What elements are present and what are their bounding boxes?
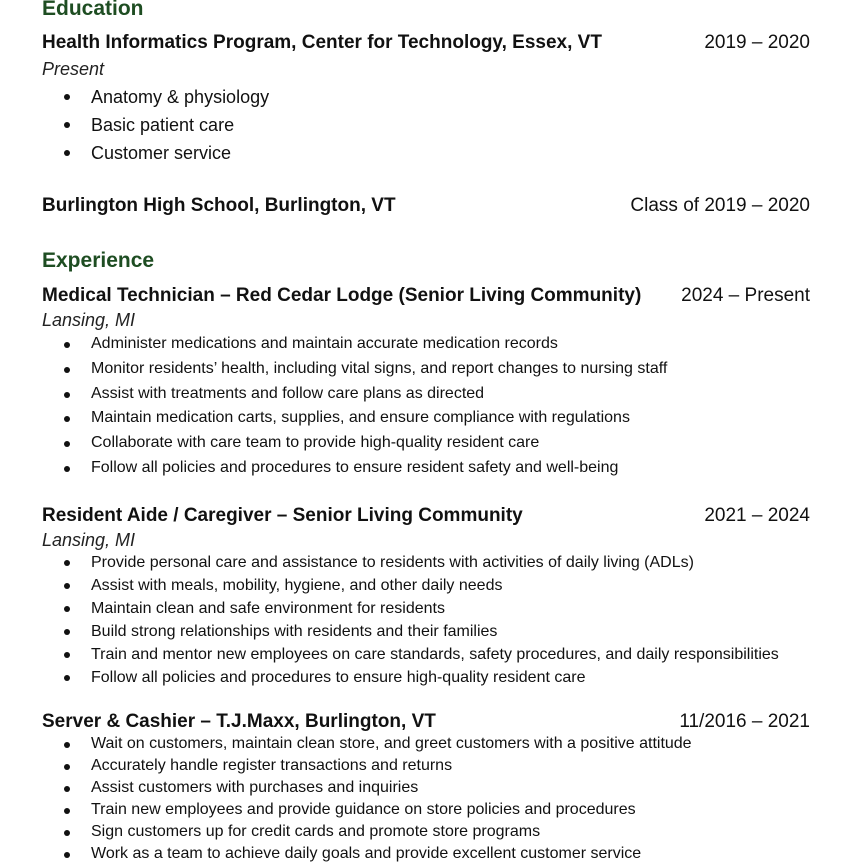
education-entry-1 xyxy=(42,32,810,167)
list-item: Administer medications and maintain accurate medication records xyxy=(42,332,810,357)
list-item: Follow all policies and procedures to ensure high-quality resident care xyxy=(42,666,810,689)
education-heading: Education xyxy=(42,0,144,20)
bullet-list xyxy=(42,551,810,689)
entry-location: Lansing, MI xyxy=(42,530,136,550)
list-item: Assist with meals, mobility, hygiene, and other daily needs xyxy=(42,574,810,597)
list-item: Build strong relationships with residents and their families xyxy=(42,620,810,643)
list-item: Collaborate with care team to provide high-quality resident care xyxy=(42,431,810,456)
entry-title: Burlington High School, Burlington, VT xyxy=(42,195,396,216)
list-item: Wait on customers, maintain clean store, and greet customers with a positive attitude xyxy=(42,733,810,755)
experience-heading: Experience xyxy=(42,249,155,272)
entry-header xyxy=(42,711,810,733)
list-item: Basic patient care xyxy=(42,111,810,139)
list-item: Anatomy & physiology xyxy=(42,83,810,111)
list-item: Monitor residents’ health, including vital signs, and report changes to nursing staff xyxy=(42,357,810,382)
experience-entry-1 xyxy=(42,285,810,481)
entry-title: Server & Cashier – T.J.Maxx, Burlington, VT xyxy=(42,711,436,732)
education-entry-2 xyxy=(42,195,810,217)
list-item: Follow all policies and procedures to ensure resident safety and well-being xyxy=(42,456,810,481)
entry-location: Present xyxy=(42,59,105,79)
list-item: Train new employees and provide guidance on store policies and procedures xyxy=(42,799,810,821)
entry-date: 2019 – 2020 xyxy=(704,32,810,53)
entry-header xyxy=(42,285,810,307)
entry-date: Class of 2019 – 2020 xyxy=(630,195,810,216)
list-item: Provide personal care and assistance to residents with activities of daily living (ADLs) xyxy=(42,551,810,574)
list-item: Work as a team to achieve daily goals and provide excellent customer service xyxy=(42,843,810,865)
list-item: Maintain medication carts, supplies, and ensure compliance with regulations xyxy=(42,406,810,431)
entry-date: 2021 – 2024 xyxy=(704,505,810,526)
list-item: Accurately handle register transactions and returns xyxy=(42,755,810,777)
bullet-list xyxy=(42,332,810,481)
entry-location: Lansing, MI xyxy=(42,310,136,330)
entry-header xyxy=(42,195,810,217)
experience-entry-2 xyxy=(42,505,810,689)
bullet-list xyxy=(42,83,810,167)
entry-title: Health Informatics Program, Center for Technology, Essex, VT xyxy=(42,32,602,53)
list-item: Customer service xyxy=(42,139,810,167)
entry-header xyxy=(42,505,810,527)
entry-header xyxy=(42,32,810,54)
entry-title: Medical Technician – Red Cedar Lodge (Senior Living Community) xyxy=(42,285,642,306)
list-item: Train and mentor new employees on care standards, safety procedures, and daily responsibilities xyxy=(42,643,810,666)
list-item: Sign customers up for credit cards and promote store programs xyxy=(42,821,810,843)
experience-entry-3 xyxy=(42,711,810,865)
list-item: Assist customers with purchases and inquiries xyxy=(42,777,810,799)
bullet-list xyxy=(42,733,810,865)
entry-date: 2024 – Present xyxy=(681,285,810,306)
list-item: Maintain clean and safe environment for residents xyxy=(42,597,810,620)
entry-date: 11/2016 – 2021 xyxy=(679,711,810,732)
list-item: Assist with treatments and follow care plans as directed xyxy=(42,382,810,407)
entry-title: Resident Aide / Caregiver – Senior Living Community xyxy=(42,505,523,526)
